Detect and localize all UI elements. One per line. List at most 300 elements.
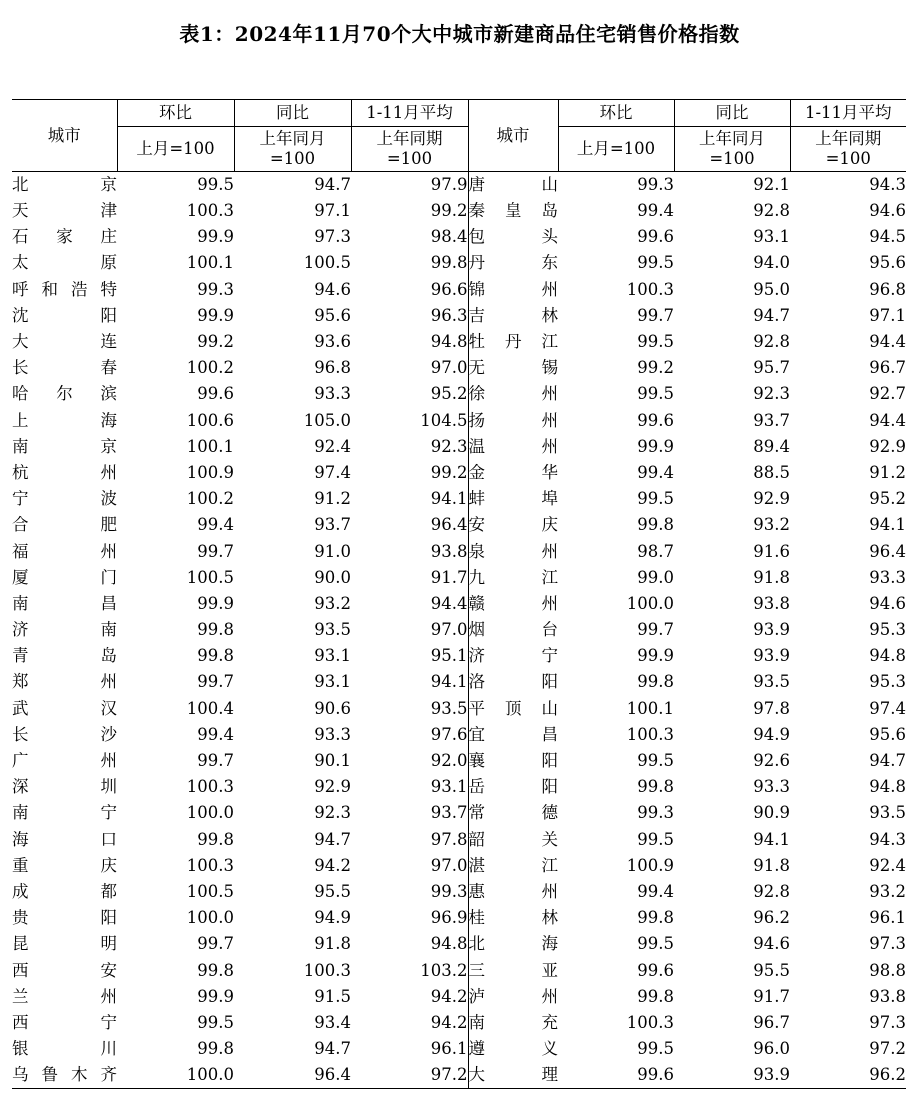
avg-value-left: 93.5: [430, 698, 468, 718]
yoy-value-right: 96.0: [753, 1039, 790, 1059]
mom-value-right: 99.6: [637, 960, 674, 980]
avg-value-right: 96.1: [869, 908, 906, 928]
mom-value-left: 100.2: [186, 358, 234, 378]
mom-value-right: 99.2: [637, 358, 674, 378]
yoy-value-right: 92.8: [753, 332, 790, 352]
avg-value-left: 97.0: [430, 620, 468, 640]
table-row: [12, 329, 906, 355]
mom-value-left: 100.0: [186, 908, 234, 928]
mom-value-right: 99.5: [637, 751, 674, 771]
mom-value-right: 99.7: [637, 620, 674, 640]
yoy-value-left: 96.4: [234, 1062, 351, 1089]
table-row: [12, 800, 906, 826]
city-name-right: 湛江: [468, 853, 558, 879]
city-name-right: 蚌埠: [468, 486, 558, 512]
city-name-right: 南充: [468, 1010, 558, 1036]
mom-value-right: 99.7: [637, 305, 674, 325]
table-row: [12, 957, 906, 983]
table-row: [12, 984, 906, 1010]
mom-value-left: 99.9: [197, 227, 234, 247]
city-name-left: 石家庄: [12, 227, 117, 247]
mom-value-left: 100.1: [186, 253, 234, 273]
header-mom-base-left: 上月=100: [117, 127, 234, 172]
mom-value-left: 99.3: [197, 279, 234, 299]
avg-value-right: 93.3: [869, 567, 906, 587]
mom-value-left: 100.9: [186, 462, 234, 482]
mom-value-right: 99.9: [637, 646, 674, 666]
yoy-value-right: 90.9: [753, 803, 790, 823]
avg-value-right: 95.6: [869, 253, 906, 273]
table-row: [12, 1010, 906, 1036]
avg-value-right: 97.4: [869, 698, 906, 718]
yoy-value-right: 93.7: [753, 410, 790, 430]
yoy-value-left: 90.6: [314, 698, 351, 718]
yoy-value-left: 91.5: [314, 986, 351, 1006]
avg-value-right: 94.7: [869, 751, 906, 771]
avg-value-right: 93.8: [869, 986, 906, 1006]
city-name-left: 哈尔滨: [12, 384, 117, 404]
avg-value-left: 91.7: [430, 567, 468, 587]
avg-value-left: 99.8: [430, 253, 468, 273]
table-row: [12, 512, 906, 538]
yoy-value-right: 93.9: [753, 620, 790, 640]
yoy-value-right: 93.5: [753, 672, 790, 692]
mom-value-right: 98.7: [637, 541, 674, 561]
yoy-value-right: 88.5: [753, 462, 790, 482]
avg-value-left: 96.1: [430, 1039, 468, 1059]
table-row: [12, 696, 906, 722]
yoy-value-right: 91.8: [753, 855, 790, 875]
mom-value-left: 99.9: [197, 593, 234, 613]
avg-value-left: 96.3: [430, 305, 468, 325]
yoy-value-right: 91.8: [753, 567, 790, 587]
mom-value-left: 99.8: [197, 620, 234, 640]
city-name-left: 兰州: [12, 986, 117, 1006]
mom-value-left: 100.0: [186, 803, 234, 823]
table-row: [12, 250, 906, 276]
mom-value-left: 99.9: [197, 305, 234, 325]
avg-value-left: 94.1: [430, 672, 468, 692]
avg-value-right: 94.6: [869, 593, 906, 613]
city-name-left: 呼和浩特: [12, 279, 117, 299]
mom-value-right: 100.9: [626, 855, 674, 875]
mom-value-right: 99.5: [637, 489, 674, 509]
yoy-value-left: 93.6: [314, 332, 351, 352]
avg-value-left: 99.2: [430, 201, 468, 221]
mom-value-left: 100.5: [186, 567, 234, 587]
table-row: [12, 434, 906, 460]
yoy-value-right: 93.2: [753, 515, 790, 535]
mom-value-right: 100.3: [626, 279, 674, 299]
mom-value-left: 99.5: [197, 175, 234, 194]
city-name-left: 沈阳: [12, 305, 117, 325]
avg-value-left: 93.7: [430, 803, 468, 823]
mom-value-right: 99.8: [637, 672, 674, 692]
yoy-value-right: 97.8: [753, 698, 790, 718]
mom-value-left: 99.4: [197, 515, 234, 535]
yoy-value-left: 93.1: [314, 672, 351, 692]
yoy-value-right: 93.1: [753, 227, 790, 247]
mom-value-left: 99.5: [197, 1012, 234, 1032]
avg-value-right: 96.4: [869, 541, 906, 561]
yoy-value-right: 96.2: [753, 908, 790, 928]
city-name-right: 扬州: [468, 408, 558, 434]
yoy-value-left: 92.4: [314, 436, 351, 456]
yoy-value-left: 92.3: [314, 803, 351, 823]
yoy-value-left: 90.0: [314, 567, 351, 587]
yoy-value-right: 91.6: [753, 541, 790, 561]
table-row: [12, 381, 906, 407]
city-name-right: 岳阳: [468, 774, 558, 800]
table-row: [12, 774, 906, 800]
avg-value-right: 95.2: [869, 489, 906, 509]
yoy-value-left: 91.8: [314, 934, 351, 954]
mom-value-right: 99.4: [637, 881, 674, 901]
yoy-value-right: 95.7: [753, 358, 790, 378]
city-name-right: 锦州: [468, 277, 558, 303]
yoy-value-left: 100.5: [303, 253, 351, 273]
city-name-left: 银川: [12, 1039, 117, 1059]
city-name-right: 平顶山: [468, 696, 558, 722]
avg-value-left: 93.8: [430, 541, 468, 561]
avg-value-left: 96.9: [430, 908, 468, 928]
avg-value-left: 94.8: [430, 934, 468, 954]
table-row: [12, 172, 906, 199]
city-name-right: 徐州: [468, 381, 558, 407]
city-name-left: 上海: [12, 410, 117, 430]
city-name-right: 秦皇岛: [468, 198, 558, 224]
city-name-right: 包头: [468, 224, 558, 250]
yoy-value-left: 96.8: [314, 358, 351, 378]
yoy-value-right: 89.4: [753, 436, 790, 456]
table-row: [12, 722, 906, 748]
yoy-value-left: 105.0: [303, 410, 351, 430]
yoy-value-right: 93.9: [674, 1062, 790, 1089]
table-row: [12, 905, 906, 931]
avg-value-right: 94.5: [869, 227, 906, 247]
avg-value-right: 92.4: [869, 855, 906, 875]
table-row: [12, 355, 906, 381]
city-name-right: 泉州: [468, 538, 558, 564]
city-name-right: 赣州: [468, 591, 558, 617]
city-name-right: 桂林: [468, 905, 558, 931]
yoy-value-left: 94.6: [314, 279, 351, 299]
city-name-left: 贵阳: [12, 908, 117, 928]
avg-value-left: 97.8: [430, 829, 468, 849]
avg-value-left: 94.1: [430, 489, 468, 509]
price-index-table: [12, 99, 906, 1089]
mom-value-left: 99.2: [197, 332, 234, 352]
avg-value-left: 93.1: [430, 777, 468, 797]
mom-value-right: 99.3: [637, 175, 674, 194]
city-name-right: 温州: [468, 434, 558, 460]
city-name-right: 襄阳: [468, 748, 558, 774]
avg-value-left: 94.8: [430, 332, 468, 352]
header-yoy-left: 同比: [234, 100, 351, 127]
mom-value-left: 100.3: [186, 777, 234, 797]
mom-value-right: 99.8: [637, 986, 674, 1006]
mom-value-left: 100.6: [186, 410, 234, 430]
city-name-left: 太原: [12, 253, 117, 273]
yoy-value-right: 95.0: [753, 279, 790, 299]
yoy-value-left: 93.1: [314, 646, 351, 666]
avg-value-right: 97.1: [869, 305, 906, 325]
city-name-right: 三亚: [468, 957, 558, 983]
mom-value-left: 100.1: [186, 436, 234, 456]
avg-value-right: 95.3: [869, 672, 906, 692]
avg-value-left: 99.3: [430, 881, 468, 901]
mom-value-right: 100.3: [626, 724, 674, 744]
mom-value-right: 99.6: [637, 410, 674, 430]
yoy-value-left: 97.1: [314, 201, 351, 221]
table-row: [12, 591, 906, 617]
city-name-left: 北京: [12, 175, 117, 194]
avg-value-left: 98.4: [430, 227, 468, 247]
city-name-left: 广州: [12, 751, 117, 771]
mom-value-left: 99.8: [197, 960, 234, 980]
city-name-right: 惠州: [468, 879, 558, 905]
mom-value-right: 99.9: [637, 436, 674, 456]
yoy-value-left: 90.1: [314, 751, 351, 771]
yoy-value-right: 96.7: [753, 1012, 790, 1032]
table-row: [12, 538, 906, 564]
mom-value-left: 99.4: [197, 724, 234, 744]
avg-value-right: 91.2: [869, 462, 906, 482]
table-row: [12, 198, 906, 224]
avg-value-right: 97.3: [869, 1012, 906, 1032]
city-name-right: 九江: [468, 565, 558, 591]
city-name-left: 宁波: [12, 489, 117, 509]
yoy-value-right: 94.0: [753, 253, 790, 273]
avg-value-right: 92.9: [869, 436, 906, 456]
avg-value-left: 94.4: [430, 593, 468, 613]
city-name-left: 郑州: [12, 672, 117, 692]
yoy-value-right: 94.7: [753, 305, 790, 325]
yoy-value-right: 93.3: [753, 777, 790, 797]
header-yoy-base-left: 上年同月 =100: [234, 127, 351, 172]
city-name-right: 吉林: [468, 303, 558, 329]
city-name-left: 深圳: [12, 777, 117, 797]
city-name-right: 泸州: [468, 984, 558, 1010]
yoy-value-left: 94.7: [314, 829, 351, 849]
city-name-right: 丹东: [468, 250, 558, 276]
avg-value-right: 94.8: [869, 646, 906, 666]
mom-value-right: 99.5: [637, 934, 674, 954]
avg-value-left: 96.6: [430, 279, 468, 299]
header-avg-left: 1-11月平均: [351, 100, 468, 127]
avg-value-right: 95.6: [869, 724, 906, 744]
mom-value-right: 100.3: [626, 1012, 674, 1032]
mom-value-right: 99.5: [637, 384, 674, 404]
yoy-value-left: 95.6: [314, 305, 351, 325]
table-row: [12, 1036, 906, 1062]
yoy-value-left: 97.3: [314, 227, 351, 247]
city-name-right: 韶关: [468, 827, 558, 853]
yoy-value-left: 93.5: [314, 620, 351, 640]
mom-value-left: 99.8: [197, 829, 234, 849]
mom-value-right: 99.6: [558, 1062, 674, 1089]
avg-value-right: 93.5: [869, 803, 906, 823]
city-name-right: 济宁: [468, 643, 558, 669]
mom-value-right: 99.5: [637, 829, 674, 849]
header-mom-left: 环比: [117, 100, 234, 127]
mom-value-right: 99.8: [637, 777, 674, 797]
city-name-right: 唐山: [468, 172, 558, 199]
avg-value-left: 103.2: [420, 960, 468, 980]
city-name-right: 洛阳: [468, 669, 558, 695]
city-name-right: 遵义: [468, 1036, 558, 1062]
table-row: [12, 643, 906, 669]
yoy-value-left: 91.2: [314, 489, 351, 509]
header-avg-right: 1-11月平均: [790, 100, 906, 127]
yoy-value-left: 93.3: [314, 724, 351, 744]
city-name-right: 北海: [468, 931, 558, 957]
table-row: [12, 565, 906, 591]
yoy-value-left: 100.3: [303, 960, 351, 980]
city-name-left: 济南: [12, 620, 117, 640]
yoy-value-left: 97.4: [314, 462, 351, 482]
header-mom-base-right: 上月=100: [558, 127, 674, 172]
mom-value-right: 99.4: [637, 462, 674, 482]
avg-value-right: 94.8: [869, 777, 906, 797]
yoy-value-left: 94.2: [314, 855, 351, 875]
mom-value-left: 99.9: [197, 986, 234, 1006]
table-row: [12, 748, 906, 774]
yoy-value-right: 92.8: [753, 201, 790, 221]
avg-value-left: 96.4: [430, 515, 468, 535]
yoy-value-left: 94.7: [314, 175, 351, 194]
mom-value-left: 100.0: [117, 1062, 234, 1089]
city-name-right: 牡丹江: [468, 329, 558, 355]
header-city-right: 城市: [468, 100, 558, 172]
city-name-left: 重庆: [12, 855, 117, 875]
table-row: [12, 617, 906, 643]
yoy-value-right: 92.6: [753, 751, 790, 771]
table-row: [12, 879, 906, 905]
avg-value-right: 98.8: [869, 960, 906, 980]
avg-value-right: 92.7: [869, 384, 906, 404]
city-name-left: 杭州: [12, 462, 117, 482]
city-name-left: 海口: [12, 829, 117, 849]
header-yoy-base-right: 上年同月 =100: [674, 127, 790, 172]
avg-value-right: 94.4: [869, 410, 906, 430]
mom-value-left: 100.4: [186, 698, 234, 718]
city-name-right: 无锡: [468, 355, 558, 381]
avg-value-right: 94.3: [869, 175, 906, 194]
city-name-left: 长春: [12, 358, 117, 378]
city-name-left: 合肥: [12, 515, 117, 535]
mom-value-right: 99.0: [637, 567, 674, 587]
mom-value-left: 99.7: [197, 934, 234, 954]
avg-value-left: 95.1: [430, 646, 468, 666]
city-name-left: 天津: [12, 201, 117, 221]
yoy-value-right: 91.7: [753, 986, 790, 1006]
yoy-value-left: 92.9: [314, 777, 351, 797]
city-name-left: 大连: [12, 332, 117, 352]
table-body: [12, 172, 906, 1089]
mom-value-left: 99.7: [197, 541, 234, 561]
yoy-value-right: 94.1: [753, 829, 790, 849]
table-row: [12, 1062, 906, 1089]
mom-value-left: 100.3: [186, 201, 234, 221]
yoy-value-right: 92.8: [753, 881, 790, 901]
mom-value-right: 99.3: [637, 803, 674, 823]
mom-value-right: 99.8: [637, 908, 674, 928]
avg-value-right: 94.6: [869, 201, 906, 221]
mom-value-left: 100.5: [186, 881, 234, 901]
yoy-value-left: 95.5: [314, 881, 351, 901]
avg-value-right: 96.8: [869, 279, 906, 299]
mom-value-right: 99.8: [637, 515, 674, 535]
city-name-left: 西宁: [12, 1012, 117, 1032]
avg-value-right: 96.7: [869, 358, 906, 378]
avg-value-right: 94.4: [869, 332, 906, 352]
avg-value-left: 97.0: [430, 358, 468, 378]
city-name-right: 宜昌: [468, 722, 558, 748]
avg-value-left: 97.0: [430, 855, 468, 875]
mom-value-right: 100.1: [626, 698, 674, 718]
yoy-value-right: 94.9: [753, 724, 790, 744]
city-name-right: 大理: [468, 1062, 558, 1089]
table-row: [12, 669, 906, 695]
avg-value-left: 94.2: [430, 986, 468, 1006]
table-row: [12, 303, 906, 329]
city-name-left: 乌鲁木齐: [12, 1062, 117, 1089]
yoy-value-right: 93.8: [753, 593, 790, 613]
yoy-value-left: 94.7: [314, 1039, 351, 1059]
avg-value-left: 97.6: [430, 724, 468, 744]
yoy-value-left: 91.0: [314, 541, 351, 561]
avg-value-right: 97.3: [869, 934, 906, 954]
yoy-value-right: 92.1: [753, 175, 790, 194]
mom-value-left: 99.8: [197, 1039, 234, 1059]
city-name-right: 金华: [468, 460, 558, 486]
city-name-left: 南宁: [12, 803, 117, 823]
table-row: [12, 931, 906, 957]
yoy-value-right: 95.5: [753, 960, 790, 980]
mom-value-left: 99.7: [197, 751, 234, 771]
table-row: [12, 827, 906, 853]
avg-value-left: 97.9: [430, 175, 468, 194]
avg-value-left: 97.2: [351, 1062, 468, 1089]
avg-value-right: 96.2: [790, 1062, 906, 1089]
mom-value-right: 99.5: [637, 1039, 674, 1059]
city-name-left: 昆明: [12, 934, 117, 954]
city-name-left: 南京: [12, 436, 117, 456]
mom-value-right: 99.5: [637, 253, 674, 273]
table-row: [12, 408, 906, 434]
mom-value-left: 99.8: [197, 646, 234, 666]
avg-value-right: 97.2: [869, 1039, 906, 1059]
table-row: [12, 486, 906, 512]
avg-value-left: 99.2: [430, 462, 468, 482]
table-row: [12, 224, 906, 250]
avg-value-right: 93.2: [869, 881, 906, 901]
mom-value-left: 99.6: [197, 384, 234, 404]
table-row: [12, 853, 906, 879]
city-name-left: 西安: [12, 960, 117, 980]
yoy-value-left: 93.7: [314, 515, 351, 535]
city-name-left: 成都: [12, 881, 117, 901]
mom-value-left: 99.7: [197, 672, 234, 692]
city-name-right: 常德: [468, 800, 558, 826]
avg-value-left: 95.2: [430, 384, 468, 404]
avg-value-left: 104.5: [420, 410, 468, 430]
yoy-value-right: 93.9: [753, 646, 790, 666]
yoy-value-right: 92.3: [753, 384, 790, 404]
mom-value-right: 99.4: [637, 201, 674, 221]
mom-value-left: 100.3: [186, 855, 234, 875]
